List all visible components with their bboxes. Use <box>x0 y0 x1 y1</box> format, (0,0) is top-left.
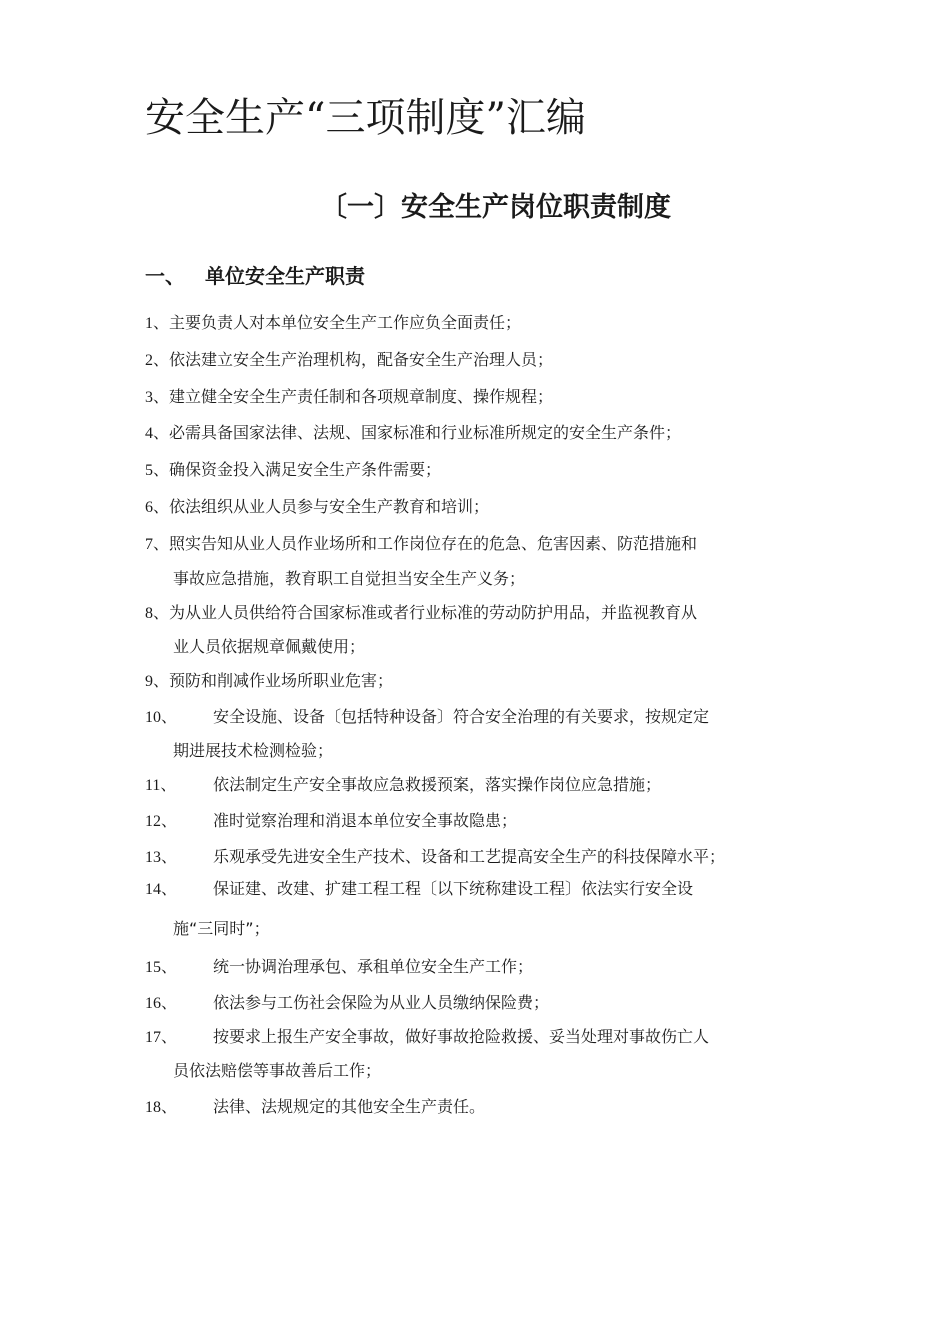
list-item <box>145 596 697 631</box>
item-text: 依法制定生产安全事故应急救援预案，落实操作岗位应急措施； <box>213 775 662 794</box>
item-number: 4、 <box>145 425 170 442</box>
item-text: 准时觉察治理和消退本单位安全事故隐患； <box>213 811 518 830</box>
item-text: 为从业人员供给符合国家标准或者行业标准的劳动防护用品，并监视教育从 <box>169 603 698 622</box>
item-text: 必需具备国家法律、法规、国家标准和行业标准所规定的安全生产条件； <box>169 423 682 442</box>
item-text: 依法组织从业人员参与安全生产教育和培训； <box>169 497 490 516</box>
item-number: 11、 <box>145 777 177 794</box>
item-number: 18、 <box>145 1099 178 1116</box>
item-text: 照实告知从业人员作业场所和工作岗位存在的危急、危害因素、防范措施和 <box>169 534 698 553</box>
item-number: 5、 <box>145 462 170 479</box>
item-continuation: 期进展技术检测检验； <box>173 741 334 760</box>
item-text: 安全设施、设备〔包括特种设备〕符合安全治理的有关要求，按规定定 <box>213 707 710 726</box>
item-number: 2、 <box>145 352 170 369</box>
list-item <box>145 872 693 907</box>
item-text: 主要负责人对本单位安全生产工作应负全面责任； <box>169 313 522 332</box>
item-number: 9、 <box>145 673 170 690</box>
section-title: 〔一〕安全生产岗位职责制度 <box>320 192 671 223</box>
item-number: 10、 <box>145 709 178 726</box>
item-continuation: 业人员依据规章佩戴使用； <box>173 637 366 656</box>
item-number: 1、 <box>145 315 170 332</box>
item-number: 17、 <box>145 1029 178 1046</box>
list-item <box>145 343 553 378</box>
item-text: 统一协调治理承包、承租单位安全生产工作； <box>213 957 534 976</box>
list-item <box>145 527 697 562</box>
item-text: 建立健全安全生产责任制和各项规章制度、操作规程； <box>169 387 554 406</box>
list-item <box>145 700 709 735</box>
list-item <box>145 950 533 985</box>
item-continuation: 施“三同时”； <box>173 919 270 938</box>
item-number: 16、 <box>145 995 178 1012</box>
list-item <box>145 453 441 488</box>
subsection-number: 一、 <box>145 264 185 288</box>
item-number: 7、 <box>145 536 170 553</box>
list-item <box>145 986 549 1021</box>
item-text: 依法建立安全生产治理机构，配备安全生产治理人员； <box>169 350 554 369</box>
item-number: 3、 <box>145 389 170 406</box>
item-text: 法律、法规规定的其他安全生产责任。 <box>213 1097 486 1116</box>
item-number: 6、 <box>145 499 170 516</box>
list-item <box>145 490 489 525</box>
item-number: 12、 <box>145 813 178 830</box>
list-item <box>145 1020 709 1055</box>
item-number: 14、 <box>145 881 178 898</box>
list-item <box>145 664 393 699</box>
item-text: 依法参与工伤社会保险为从业人员缴纳保险费； <box>213 993 550 1012</box>
list-item <box>145 306 521 341</box>
item-number: 13、 <box>145 849 178 866</box>
list-item <box>145 768 661 803</box>
list-item <box>145 1090 485 1125</box>
list-item <box>145 380 553 415</box>
item-continuation: 员依法赔偿等事故善后工作； <box>173 1061 382 1080</box>
item-text: 乐观承受先进安全生产技术、设备和工艺提高安全生产的科技保障水平； <box>213 847 726 866</box>
subsection-title: 单位安全生产职责 <box>205 264 365 288</box>
item-text: 确保资金投入满足安全生产条件需要； <box>169 460 442 479</box>
item-number: 8、 <box>145 605 170 622</box>
item-text: 按要求上报生产安全事故，做好事故抢险救援、妥当处理对事故伤亡人 <box>213 1027 710 1046</box>
list-item <box>145 804 517 839</box>
subsection-heading <box>145 262 365 290</box>
item-text: 预防和削减作业场所职业危害； <box>169 671 394 690</box>
item-text: 保证建、改建、扩建工程工程〔以下统称建设工程〕依法实行安全设 <box>213 879 694 898</box>
item-continuation: 事故应急措施，教育职工自觉担当安全生产义务； <box>173 569 526 588</box>
item-number: 15、 <box>145 959 178 976</box>
document-title: 安全生产“三项制度”汇编 <box>145 95 586 141</box>
list-item <box>145 840 725 875</box>
list-item <box>145 416 681 451</box>
